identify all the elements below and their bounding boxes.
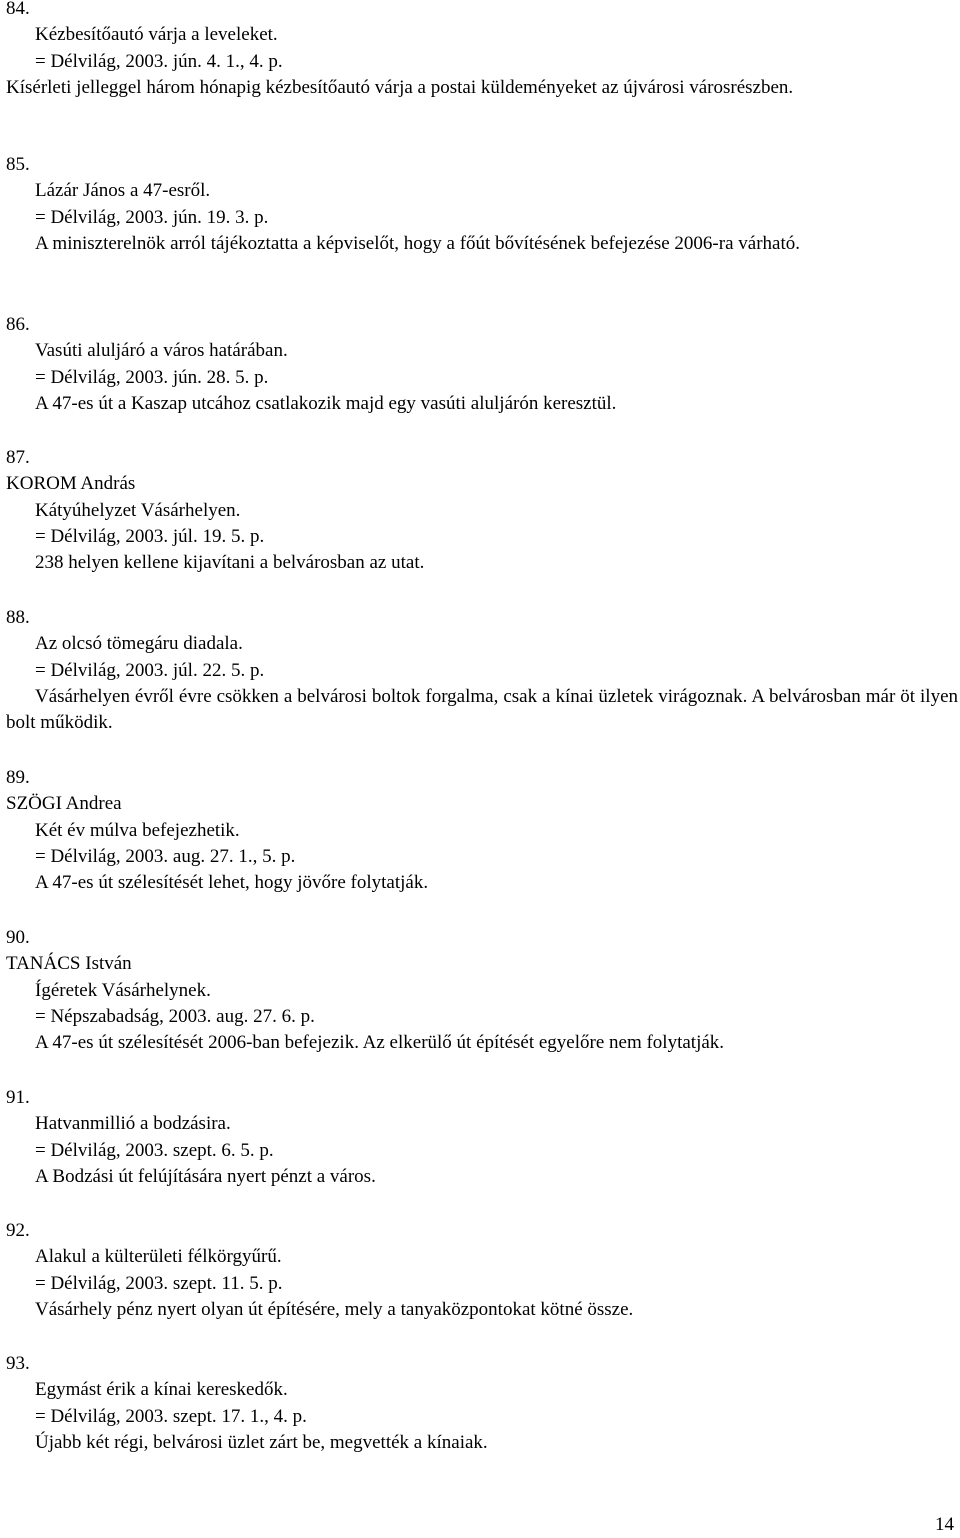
entry-number: 92. [6, 1220, 30, 1241]
entry-number: 86. [6, 314, 30, 335]
entry-84 [0, 0, 958, 101]
entry-source: = Délvilág, 2003. szept. 17. 1., 4. p. [35, 1405, 307, 1427]
entry-abstract: Vásárhelyen évről évre csökken a belvárosi boltok forgalma, csak a kínai üzletek virágoznak. A belvárosban már öt ilyen bolt működik. [6, 685, 958, 734]
entry-93 [0, 1351, 958, 1456]
entry-89 [0, 765, 958, 896]
entry-title: Az olcsó tömegáru diadala. [35, 633, 243, 655]
entry-number: 87. [6, 447, 30, 468]
entry-number: 88. [6, 607, 30, 628]
entry-title: Vasúti aluljáró a város határában. [35, 340, 288, 362]
entry-92 [0, 1218, 958, 1323]
entry-abstract: Újabb két régi, belvárosi üzlet zárt be, megvették a kínaiak. [35, 1431, 488, 1453]
entry-title: Egymást érik a kínai kereskedők. [35, 1379, 288, 1401]
entry-86 [0, 312, 958, 417]
entry-title: Kézbesítőautó várja a leveleket. [35, 24, 278, 46]
entry-author: SZÖGI Andrea [6, 793, 122, 815]
entry-source: = Délvilág, 2003. szept. 6. 5. p. [35, 1139, 274, 1161]
entry-source: = Délvilág, 2003. júl. 19. 5. p. [35, 525, 265, 547]
entry-source: = Délvilág, 2003. júl. 22. 5. p. [35, 659, 265, 681]
entry-abstract: A 47-es út szélesítését 2006-ban befejezik. Az elkerülő út építését egyelőre nem folytatják. [35, 1032, 725, 1054]
entry-author: TANÁCS István [6, 953, 132, 975]
entry-91 [0, 1085, 958, 1190]
entry-source: = Délvilág, 2003. jún. 28. 5. p. [35, 366, 269, 388]
entry-title: Ígéretek Vásárhelynek. [35, 979, 211, 1001]
entry-abstract: A miniszterelnök arról tájékoztatta a képviselőt, hogy a főút bővítésének befejezése 2006-ra várható. [35, 232, 800, 254]
entry-source: = Délvilág, 2003. szept. 11. 5. p. [35, 1272, 283, 1294]
entry-abstract: A 47-es út szélesítését lehet, hogy jövőre folytatják. [35, 872, 429, 894]
entry-title: Kátyúhelyzet Vásárhelyen. [35, 499, 241, 521]
entry-abstract: 238 helyen kellene kijavítani a belvárosban az utat. [35, 552, 425, 574]
entry-source: = Délvilág, 2003. jún. 4. 1., 4. p. [35, 50, 283, 72]
entry-source: = Népszabadság, 2003. aug. 27. 6. p. [35, 1005, 315, 1027]
entry-88 [0, 605, 958, 736]
entry-abstract: A 47-es út a Kaszap utcához csatlakozik majd egy vasúti aluljárón keresztül. [35, 392, 617, 414]
entry-title: Hatvanmillió a bodzásira. [35, 1113, 231, 1135]
entry-abstract: Vásárhely pénz nyert olyan út építésére, mely a tanyaközpontokat kötné össze. [35, 1298, 634, 1320]
entry-number: 93. [6, 1353, 30, 1374]
entry-number: 91. [6, 1087, 30, 1108]
entry-90 [0, 925, 958, 1056]
entry-source: = Délvilág, 2003. jún. 19. 3. p. [35, 206, 269, 228]
entry-author: KOROM András [6, 473, 136, 495]
entry-number: 84. [6, 0, 30, 19]
entry-number: 89. [6, 767, 30, 788]
entry-title: Két év múlva befejezhetik. [35, 819, 240, 841]
entry-abstract: A Bodzási út felújítására nyert pénzt a város. [35, 1165, 376, 1187]
entry-number: 90. [6, 927, 30, 948]
entry-87 [0, 445, 958, 576]
entry-abstract: Kísérleti jelleggel három hónapig kézbesítőautó várja a postai küldeményeket az újvárosi városrészben. [6, 76, 794, 98]
entry-source: = Délvilág, 2003. aug. 27. 1., 5. p. [35, 845, 296, 867]
entry-title: Alakul a külterületi félkörgyűrű. [35, 1246, 282, 1268]
entry-number: 85. [6, 154, 30, 175]
page-number: 14 [935, 1514, 954, 1535]
entry-85 [0, 152, 958, 257]
entry-title: Lázár János a 47-esről. [35, 180, 211, 202]
